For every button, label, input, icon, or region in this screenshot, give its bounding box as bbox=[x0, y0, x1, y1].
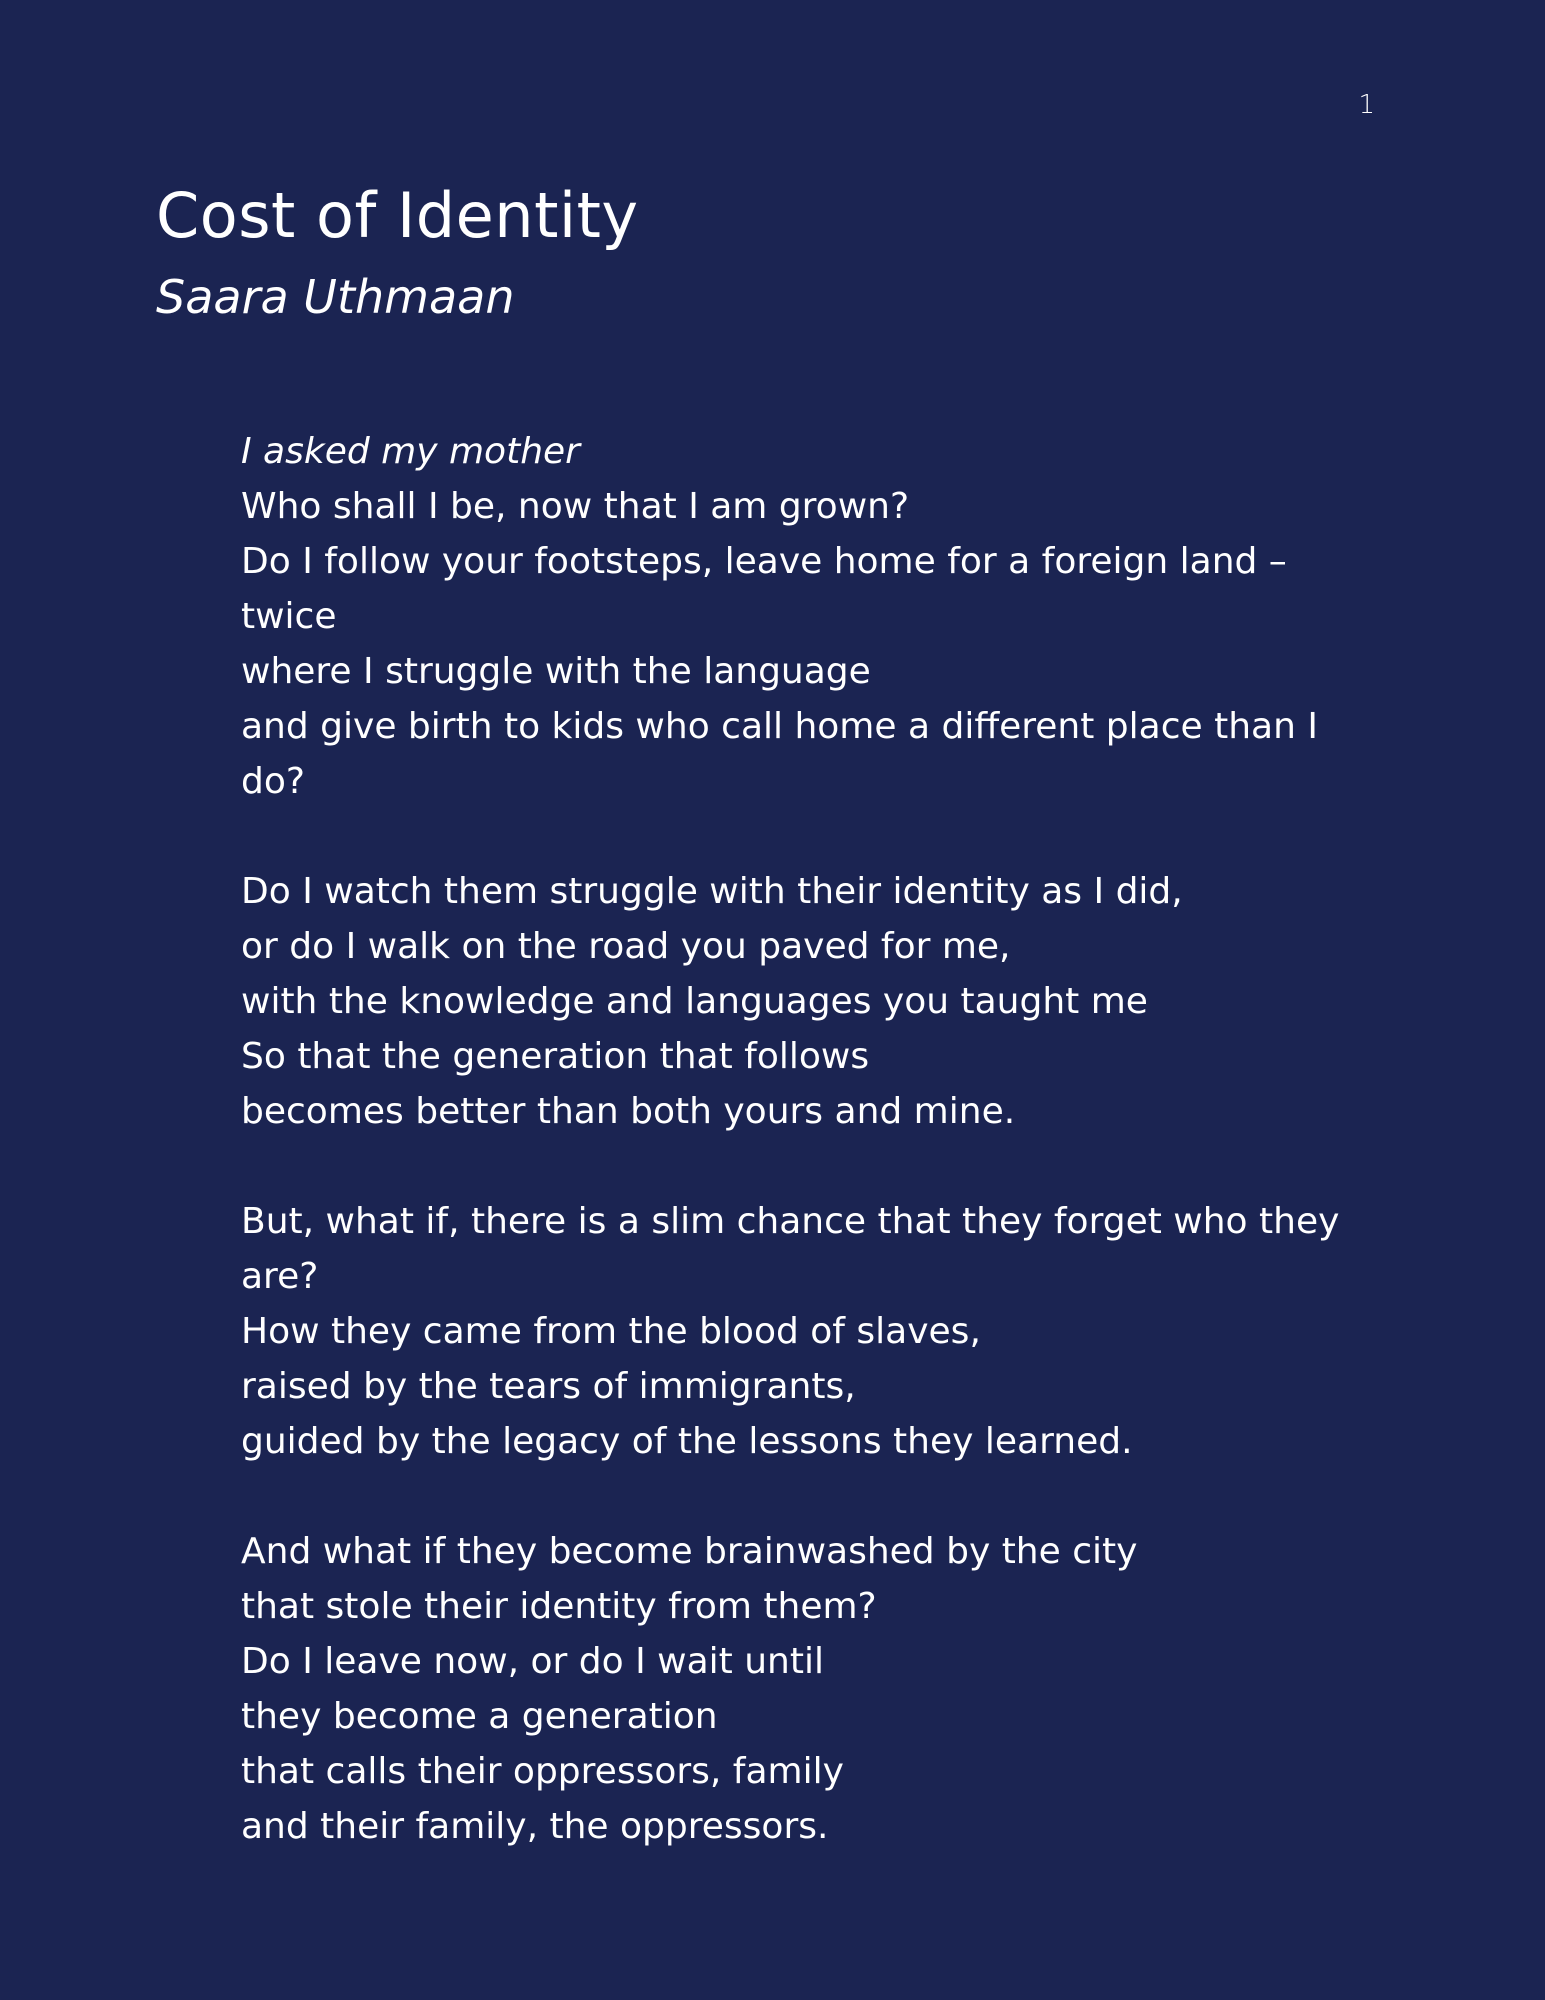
stanza-break bbox=[241, 1139, 1301, 1194]
stanza-break bbox=[241, 809, 1301, 864]
poem-line: that calls their oppressors, family bbox=[241, 1751, 844, 1792]
poem-line: How they came from the blood of slaves, bbox=[241, 1311, 981, 1352]
poem-line: are? bbox=[241, 1256, 319, 1297]
stanza-break bbox=[241, 1469, 1301, 1524]
poem-line: Do I watch them struggle with their identity as I did, bbox=[241, 871, 1183, 912]
poem-line: do? bbox=[241, 761, 305, 802]
poem-line: they become a generation bbox=[241, 1696, 718, 1737]
poem-line: becomes better than both yours and mine. bbox=[241, 1091, 1016, 1132]
poem-line: I asked my mother bbox=[241, 431, 580, 472]
poem-title: Cost of Identity bbox=[156, 179, 639, 252]
poem-line: with the knowledge and languages you taught me bbox=[241, 981, 1148, 1022]
poem-line: and give birth to kids who call home a different place than I bbox=[241, 706, 1318, 747]
poem-line: And what if they become brainwashed by the city bbox=[241, 1531, 1138, 1572]
poem-author: Saara Uthmaan bbox=[156, 270, 515, 324]
poem-line: Do I leave now, or do I wait until bbox=[241, 1641, 824, 1682]
page-number: 1 bbox=[1358, 90, 1375, 120]
poem-line: twice bbox=[241, 596, 337, 637]
poem-line: or do I walk on the road you paved for me, bbox=[241, 926, 1011, 967]
poem-line: where I struggle with the language bbox=[241, 651, 871, 692]
poem-line: Who shall I be, now that I am grown? bbox=[241, 486, 910, 527]
poem-line: But, what if, there is a slim chance that they forget who they bbox=[241, 1201, 1340, 1242]
poem-line: guided by the legacy of the lessons they learned. bbox=[241, 1421, 1133, 1462]
poem-line: that stole their identity from them? bbox=[241, 1586, 877, 1627]
poem-line: and their family, the oppressors. bbox=[241, 1806, 829, 1847]
poem-body bbox=[241, 424, 1340, 1854]
poem-line: raised by the tears of immigrants, bbox=[241, 1366, 856, 1407]
poem-line: So that the generation that follows bbox=[241, 1036, 870, 1077]
poem-line: Do I follow your footsteps, leave home for a foreign land – bbox=[241, 541, 1287, 582]
